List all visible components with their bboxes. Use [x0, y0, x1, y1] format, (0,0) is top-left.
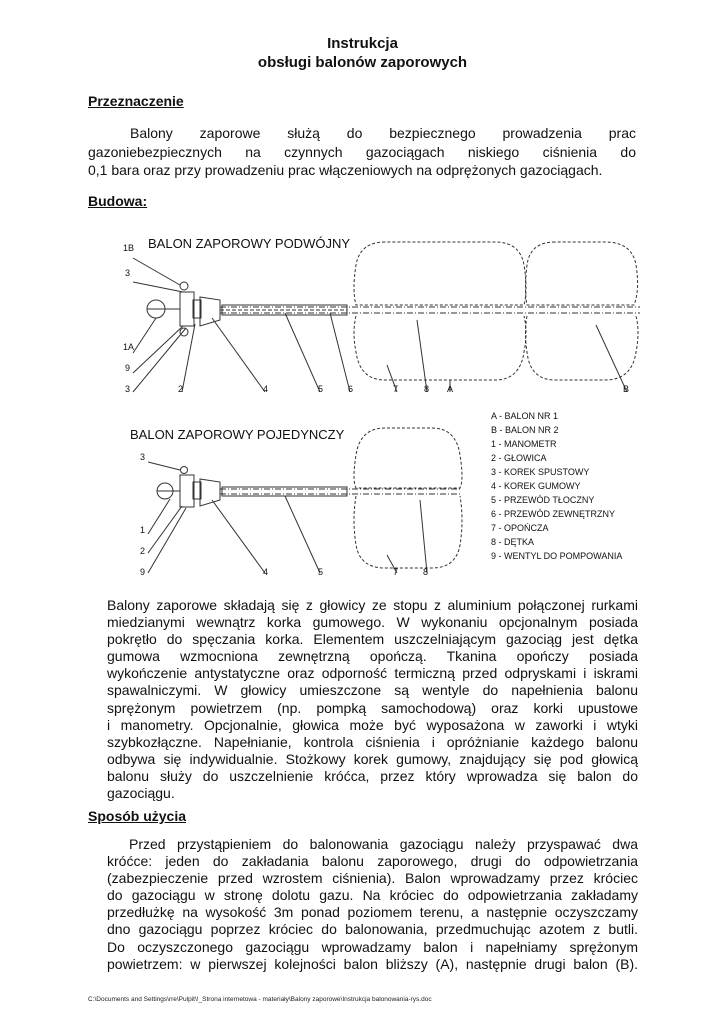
callout-label: 2	[178, 384, 184, 394]
heading-budowa: Budowa:	[88, 193, 148, 209]
paragraph-line: do gazociągu w stronę dolotu gazu. Na króciec do odpowietrzania zakładamy	[107, 887, 638, 904]
paragraph-line: wykończenie antystatyczne oraz odporność termiczną przed odpryskami i iskrami	[107, 665, 638, 682]
legend-item: 1 - MANOMETR	[491, 439, 557, 449]
legend-item: 8 - DĘTKA	[491, 537, 535, 547]
callout-label: 2	[140, 546, 146, 556]
heading-przeznaczenie: Przeznaczenie	[88, 93, 184, 109]
paragraph-line: 0,1 bara oraz przy prowadzeniu prac włączeniowych na odprężonych gazociągach.	[88, 162, 603, 178]
balloon-a-upper	[354, 242, 526, 305]
legend-item: A - BALON NR 1	[491, 411, 559, 421]
paragraph-line: króćce: jeden do zakładania balonu zaporowego, drugi do odpowietrzania	[107, 853, 638, 870]
paragraph-line: sprężonym powietrzem (np. pompką samochodową) oraz korki upustowe	[107, 699, 638, 716]
legend-item: 7 - OPOŃCZA	[491, 523, 549, 533]
legend-item: 5 - PRZEWÓD TŁOCZNY	[491, 495, 595, 505]
footer-path: C:\Documents and Settings\rre\Pulpit\!_Strona internetowa - materiały\Balony zaporowe\Instrukcja balonowania-rys.doc	[88, 996, 432, 1003]
double-balloon-label: BALON ZAPOROWY PODWÓJNY	[148, 236, 351, 251]
paragraph-line: gazociągu.	[107, 785, 175, 802]
legend-item: 4 - KOREK GUMOWY	[491, 481, 581, 491]
callout-label: 4	[263, 567, 269, 577]
single-balloon-lower	[354, 496, 462, 568]
callout-label: 3	[125, 268, 131, 278]
paragraph-line: balonu służy do uszczelnienie króćca, przez który wprowadza się balon do	[107, 767, 638, 784]
callout-label: 1A	[123, 342, 135, 352]
callout-label: 3	[140, 452, 146, 462]
paragraph-line: szybkozłączne. Napełnianie, kontrola ciśnienia i opróżnianie każdego balonu	[107, 733, 638, 750]
heading-sposob-uzycia: Sposób użycia	[88, 808, 187, 824]
diagram-legend	[491, 409, 622, 563]
callout-label: 8	[424, 384, 430, 394]
single-balloon-label: BALON ZAPOROWY POJEDYNCZY	[130, 427, 345, 442]
paragraph-line: Do oczyszczonego gazociągu wprowadzamy balon i napełniamy sprężonym	[107, 938, 638, 955]
paragraph-line: (zabezpieczenie przed wzrostem ciśnienia). Balon wprowadzamy przez króciec	[107, 870, 638, 887]
single-balloon-upper	[354, 428, 462, 488]
callout-label: A	[447, 384, 454, 394]
callout-label: 6	[348, 384, 354, 394]
legend-item: 6 - PRZEWÓD ZEWNĘTRZNY	[491, 509, 615, 519]
callout-label: 7	[393, 384, 399, 394]
paragraph-line: gumowa wzmocniona zewnętrzną opończą. Tkanina opończy posiada	[107, 648, 638, 665]
callout-label: 3	[125, 384, 131, 394]
paragraph-line: miedzianymi wewnątrz korka gumowego. W wykonaniu opcjonalnym posiada	[107, 614, 638, 631]
callout-label: 9	[125, 363, 131, 373]
legend-item: 9 - WENTYL DO POMPOWANIA	[491, 551, 623, 561]
paragraph-line: Balony zaporowe służą do bezpiecznego prowadzenia prac	[130, 125, 636, 141]
paragraph-usage	[107, 836, 638, 973]
paragraph-line: spawalniczymi. W głowicy umieszczone są wentyle do napełnienia balonu	[107, 682, 638, 699]
callout-label: 5	[318, 384, 324, 394]
doc-title-line2: obsługi balonów zaporowych	[257, 54, 468, 71]
callout-label: 1	[140, 525, 146, 535]
paragraph-line: i manometry. Opcjonalnie, głowica może być wyposażona w zaworki i wtyki	[107, 716, 638, 733]
paragraph-line: Balony zaporowe składają się z głowicy ze stopu z aluminium połączonej rurkami	[107, 597, 638, 613]
paragraph-line: gazoniebezpiecznych na czynnych gazociągach niskiego ciśnienia do	[88, 143, 636, 160]
paragraph-line: powietrzem: w pierwszej kolejności balon bliższy (A), następnie drugi balon (B).	[107, 955, 638, 972]
callout-label: 4	[263, 384, 269, 394]
paragraph-construction	[107, 597, 638, 802]
callout-label: B	[623, 384, 630, 394]
callout-label: 9	[140, 567, 146, 577]
callout-label: 1B	[123, 243, 135, 253]
balloon-a-lower	[354, 316, 526, 380]
paragraph-line: pokrętło do spęczania korka. Elementem uszczelniającym gazociąg jest dętka	[107, 631, 638, 648]
callout-label: 7	[393, 567, 399, 577]
doc-title-line1: Instrukcja	[327, 35, 398, 52]
paragraph-line: dno gazociągu poprzez króciec do balonowania, przedmuchując azotem z butli.	[107, 921, 638, 938]
legend-item: 2 - GŁOWICA	[491, 453, 547, 463]
callout-label: 8	[423, 567, 429, 577]
balloon-b-lower	[526, 316, 639, 380]
paragraph-line: Przed przystąpieniem do balonowania gazociągu należy przyspawać dwa	[129, 836, 638, 852]
legend-item: B - BALON NR 2	[491, 425, 559, 435]
legend-item: 3 - KOREK SPUSTOWY	[491, 467, 590, 477]
paragraph-line: przedłużkę na wysokość 3m ponad poziomem terenu, a następnie oczyszczamy	[107, 904, 638, 921]
balloon-b-upper	[526, 242, 638, 305]
callout-label: 5	[318, 567, 324, 577]
paragraph-line: odbywa się indywidualnie. Stożkowy korek gumowy, znajdujący się pod głowicą	[107, 750, 638, 767]
